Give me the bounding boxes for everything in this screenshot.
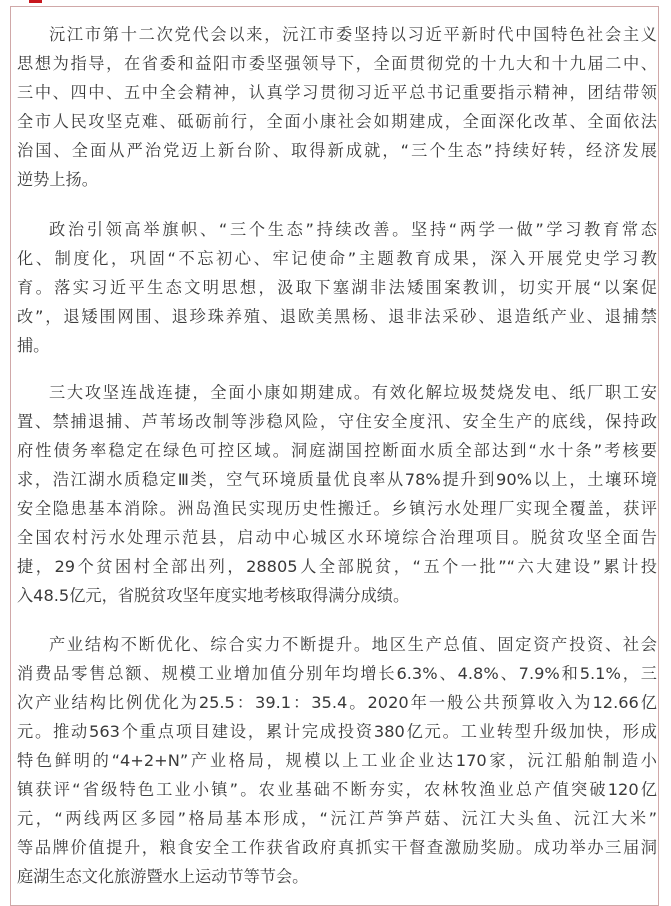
text-line: 镇获评“省级特色工业小镇”。农业基础不断夯实，农林牧渔业总产值突破120亿	[17, 780, 657, 799]
text-line: 庭湖生态文化旅游暨水上运动节等节会。	[17, 867, 309, 886]
text-line: 三大攻坚连战连捷，全面小康如期建成。有效化解垃圾焚烧发电、纸厂职工安	[49, 383, 657, 402]
text-line: 三中、四中、五中全会精神，认真学习贯彻习近平总书记重要指示精神，团结带领	[17, 83, 657, 102]
paragraph-4	[17, 630, 657, 891]
text-line: 全市人民攻坚克难、砥砺前行，全面小康社会如期建成，全面深化改革、全面依法	[17, 112, 657, 131]
text-line: 治国、全面从严治党迈上新台阶、取得新成就，“三个生态”持续好转，经济发展	[17, 141, 657, 160]
text-line: 元。推动563个重点项目建设，累计完成投资380亿元。工业转型升级加快，形成	[17, 722, 657, 741]
text-line: 入48.5亿元，省脱贫攻坚年度实地考核取得满分成绩。	[17, 586, 410, 605]
text-line: 求，浩江湖水质稳定Ⅲ类，空气环境质量优良率从78%提升到90%以上，土壤环境	[17, 470, 657, 489]
paragraph-2	[17, 215, 657, 360]
text-line: 捷，29个贫困村全部出列，28805人全部脱贫，“五个一批”“六大建设”累计投	[17, 557, 657, 576]
text-line: 捕。	[17, 336, 50, 355]
accent-bar	[29, 0, 42, 3]
text-line: 全国农村污水处理示范县，启动中心城区水环境综合治理项目。脱贫攻坚全面告	[17, 528, 657, 547]
text-line: 等品牌价值提升，粮食安全工作获省政府真抓实干督查激励奖励。成功举办三届洞	[17, 838, 657, 857]
text-line: 思想为指导，在省委和益阳市委坚强领导下，全面贯彻党的十九大和十九届二中、	[17, 54, 657, 73]
text-line: 消费品零售总额、规模工业增加值分别年均增长6.3%、4.8%、7.9%和5.1%，三	[17, 664, 657, 683]
text-line: 府性债务率稳定在绿色可控区域。洞庭湖国控断面水质全部达到“水十条”考核要	[17, 441, 657, 460]
text-line: 改”，退矮围网围、退珍珠养殖、退欧美黑杨、退非法采砂、退造纸产业、退捕禁	[17, 307, 657, 326]
text-line: 置、禁捕退捕、芦苇场改制等涉稳风险，守住安全度汛、安全生产的底线，保持政	[17, 412, 657, 431]
text-line: 元，“两线两区多园”格局基本形成，“沅江芦笋芦菇、沅江大头鱼、沅江大米”	[17, 809, 657, 828]
text-line: 特色鲜明的“4+2+N”产业格局，规模以上工业企业达170家，沅江船舶制造小	[17, 751, 657, 770]
paragraph-1	[17, 20, 657, 194]
text-line: 次产业结构比例优化为25.5：39.1：35.4。2020年一般公共预算收入为12.66亿	[17, 693, 657, 712]
text-line: 政治引领高举旗帜、“三个生态”持续改善。坚持“两学一做”学习教育常态	[49, 220, 657, 239]
text-line: 安全隐患基本消除。洲岛渔民实现历史性搬迁。乡镇污水处理厂实现全覆盖，获评	[17, 499, 657, 518]
paragraph-3	[17, 378, 657, 610]
text-line: 化、制度化，巩固“不忘初心、牢记使命”主题教育成果，深入开展党史学习教	[17, 249, 657, 268]
text-line: 沅江市第十二次党代会以来，沅江市委坚持以习近平新时代中国特色社会主义	[49, 25, 657, 44]
text-line: 逆势上扬。	[17, 170, 98, 189]
text-line: 育。落实习近平生态文明思想，汲取下塞湖非法矮围案教训，切实开展“以案促	[17, 278, 657, 297]
text-line: 产业结构不断优化、综合实力不断提升。地区生产总值、固定资产投资、社会	[49, 635, 657, 654]
